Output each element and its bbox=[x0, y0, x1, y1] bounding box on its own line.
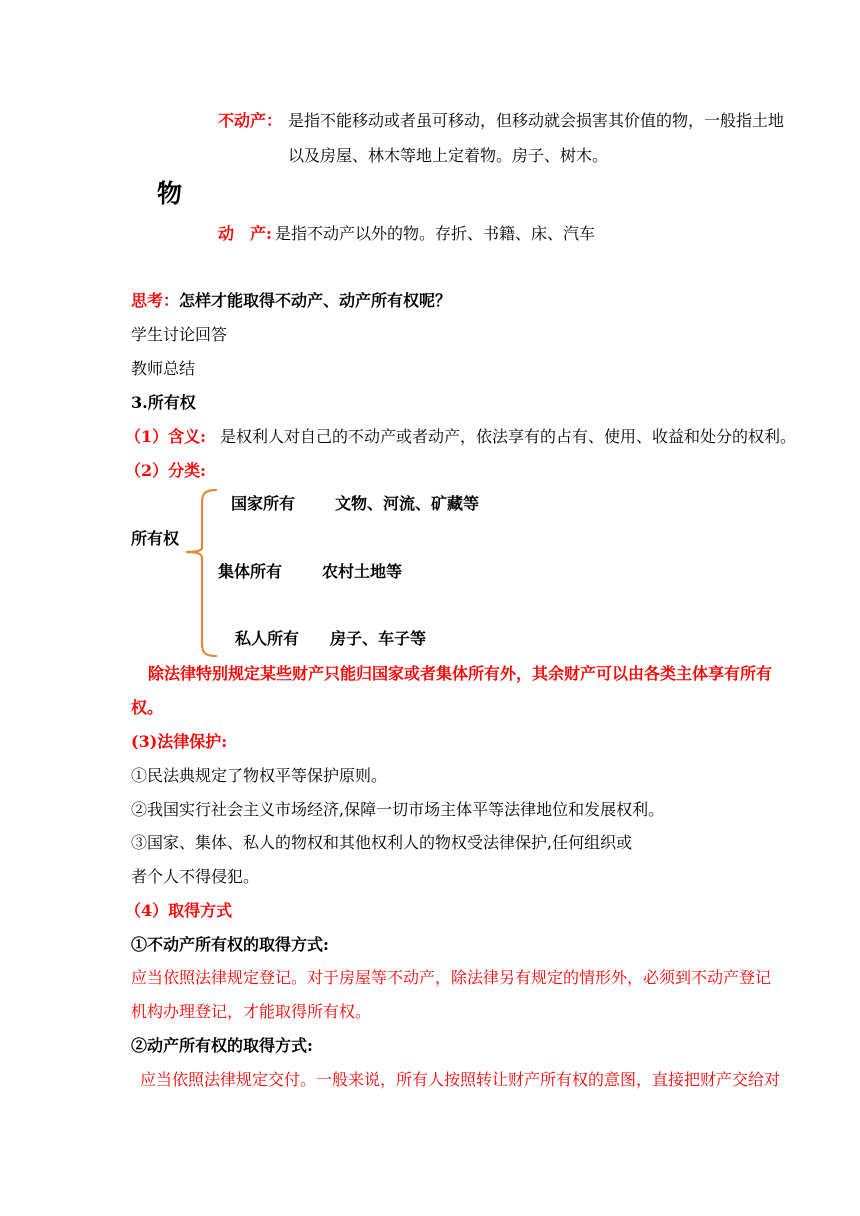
think-question: 怎样才能取得不动产、动产所有权呢？ bbox=[179, 291, 452, 310]
movable-definition: 是指不动产以外的物。存折、书籍、床、汽车 bbox=[275, 224, 596, 243]
protection-item-3: ③国家、集体、私人的物权和其他权利人的物权受法律保护,任何组织或 bbox=[131, 833, 633, 852]
think-block bbox=[131, 291, 451, 311]
branch-collective-name: 集体所有 bbox=[218, 562, 283, 581]
curly-brace-icon bbox=[180, 488, 220, 660]
acquisition-movable-title: ②动产所有权的取得方式: bbox=[131, 1036, 313, 1055]
branch-state-name: 国家所有 bbox=[231, 494, 296, 513]
note-line1: 除法律特别规定某些财产只能归国家或者集体所有外，其余财产可以由各类主体享有所有 bbox=[148, 664, 773, 683]
section-heading-ownership: 3.所有权 bbox=[131, 393, 196, 412]
branch-state-examples: 文物、河流、矿藏等 bbox=[335, 494, 480, 513]
acquisition-label: （4）取得方式 bbox=[125, 901, 233, 920]
tree-root: 所有权 bbox=[131, 529, 180, 548]
protection-item-2: ②我国实行社会主义市场经济,保障一切市场主体平等法律地位和发展权利。 bbox=[131, 800, 665, 819]
branch-collective-examples: 农村土地等 bbox=[322, 562, 403, 581]
immovable-definition-line2: 以及房屋、林木等地上定着物。房子、树木。 bbox=[288, 146, 609, 165]
immovable-label: 不动产： bbox=[218, 111, 283, 130]
branch-private-examples: 房子、车子等 bbox=[330, 629, 427, 648]
acquisition-immovable-line2: 机构办理登记，才能取得所有权。 bbox=[131, 1002, 372, 1021]
wu-heading: 物 bbox=[157, 179, 183, 208]
acquisition-immovable-title: ①不动产所有权的取得方式: bbox=[131, 935, 329, 954]
acquisition-movable-line1: 应当依照法律规定交付。一般来说，所有人按照转让财产所有权的意图，直接把财产交给对 bbox=[140, 1070, 781, 1089]
immovable-definition-line1: 是指不能移动或者虽可移动，但移动就会损害其价值的物，一般指土地 bbox=[288, 111, 785, 130]
protection-item-3-cont: 者个人不得侵犯。 bbox=[131, 867, 260, 886]
protection-label: (3)法律保护: bbox=[131, 732, 228, 751]
meaning-label: （1）含义: bbox=[125, 427, 207, 446]
meaning-text: 是权利人对自己的不动产或者动产，依法享有的占有、使用、收益和处分的权利。 bbox=[220, 427, 797, 446]
acquisition-immovable-line1: 应当依照法律规定登记。对于房屋等不动产，除法律另有规定的情形外，必须到不动产登记 bbox=[131, 968, 772, 987]
branch-private-name: 私人所有 bbox=[235, 629, 300, 648]
movable-label: 动 产: bbox=[218, 224, 272, 243]
student-discussion: 学生讨论回答 bbox=[131, 325, 228, 344]
classification-label: （2）分类: bbox=[125, 461, 207, 480]
think-label: 思考： bbox=[131, 291, 180, 310]
protection-item-1: ①民法典规定了物权平等保护原则。 bbox=[131, 766, 388, 785]
teacher-summary: 教师总结 bbox=[131, 359, 196, 378]
note-line2: 权。 bbox=[131, 698, 164, 717]
